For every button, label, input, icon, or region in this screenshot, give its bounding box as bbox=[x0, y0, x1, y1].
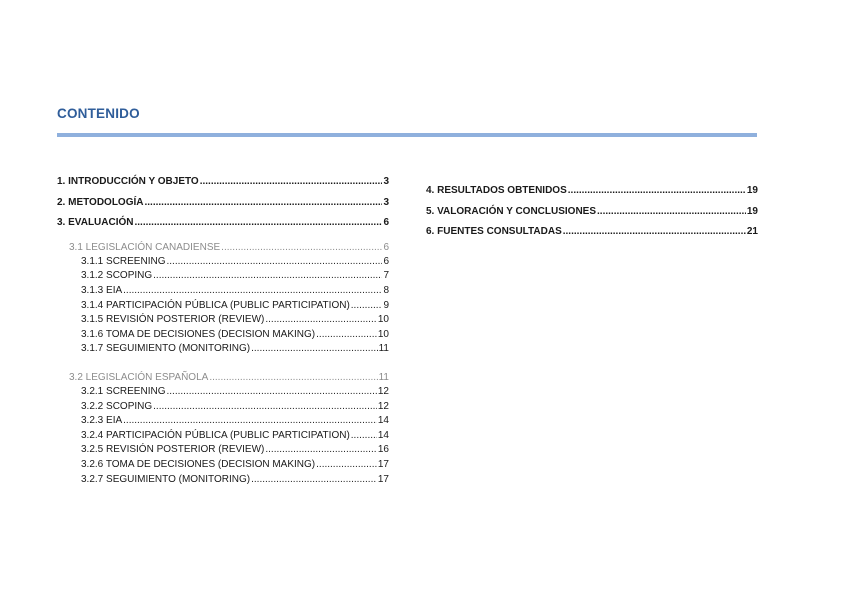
toc-entry-page: 6 bbox=[383, 255, 389, 267]
toc-leader-dots bbox=[153, 269, 382, 284]
toc-leader-dots bbox=[209, 370, 377, 385]
toc-entry-label: 3.2.1 SCREENING bbox=[81, 385, 166, 397]
toc-leader-dots bbox=[123, 414, 377, 429]
toc-entry-page: 11 bbox=[378, 343, 389, 355]
toc-leader-dots bbox=[145, 193, 383, 214]
toc-entry[interactable] bbox=[57, 255, 389, 270]
toc-entry-page: 14 bbox=[377, 415, 389, 427]
toc-entry-label: 3.1.7 SEGUIMIENTO (MONITORING) bbox=[81, 343, 251, 355]
toc-entry-page: 14 bbox=[377, 429, 389, 441]
toc-heading: CONTENIDO bbox=[57, 106, 140, 121]
toc-entry-label: 3.2.3 EIA bbox=[81, 415, 123, 427]
toc-section-canadian[interactable] bbox=[57, 240, 389, 255]
toc-leader-dots bbox=[563, 222, 746, 243]
toc-entry-label: 3.2.2 SCOPING bbox=[81, 400, 153, 412]
toc-entry-page: 7 bbox=[383, 270, 389, 282]
toc-leader-dots bbox=[153, 400, 377, 415]
toc-entry-page: 11 bbox=[378, 371, 389, 383]
toc-entry-page: 12 bbox=[377, 385, 389, 397]
toc-entry[interactable] bbox=[57, 443, 389, 458]
toc-entry[interactable] bbox=[57, 172, 389, 193]
toc-leader-dots bbox=[316, 328, 377, 343]
toc-leader-dots bbox=[597, 202, 746, 223]
toc-entry[interactable] bbox=[57, 429, 389, 444]
toc-entry-label: 3.2 LEGISLACIÓN ESPAÑOLA bbox=[69, 371, 209, 383]
toc-entry[interactable] bbox=[57, 313, 389, 328]
toc-entry-page: 9 bbox=[383, 299, 389, 311]
toc-entry-label: 3.1.4 PARTICIPACIÓN PÚBLICA (PUBLIC PARTICIPATION) bbox=[81, 299, 350, 311]
toc-entry-page: 19 bbox=[746, 185, 758, 196]
toc-entry[interactable] bbox=[57, 414, 389, 429]
toc-entry-page: 10 bbox=[377, 314, 389, 326]
toc-entry-label: 3.2.4 PARTICIPACIÓN PÚBLICA (PUBLIC PARTICIPATION) bbox=[81, 429, 350, 441]
toc-leader-dots bbox=[316, 458, 377, 473]
toc-leader-dots bbox=[251, 342, 378, 357]
toc-entry-label: 3.1.5 REVISIÓN POSTERIOR (REVIEW) bbox=[81, 314, 265, 326]
toc-entry-page: 10 bbox=[377, 328, 389, 340]
toc-leader-dots bbox=[265, 443, 377, 458]
toc-entry[interactable] bbox=[57, 342, 389, 357]
toc-entry-page: 12 bbox=[377, 400, 389, 412]
toc-entry-label: 4. RESULTADOS OBTENIDOS bbox=[426, 185, 567, 196]
toc-entry[interactable] bbox=[57, 328, 389, 343]
toc-entry-label: 6. FUENTES CONSULTADAS bbox=[426, 226, 562, 238]
toc-entry-label: 3.1.2 SCOPING bbox=[81, 270, 153, 282]
toc-section-spanish[interactable] bbox=[57, 370, 389, 385]
toc-left-column bbox=[57, 172, 389, 487]
toc-entry[interactable] bbox=[426, 181, 758, 202]
toc-leader-dots bbox=[251, 473, 377, 488]
toc-right-column bbox=[426, 181, 758, 243]
toc-entry-page: 16 bbox=[377, 444, 389, 456]
toc-entry-label: 3.1 LEGISLACIÓN CANADIENSE bbox=[69, 241, 221, 253]
toc-entry[interactable] bbox=[57, 473, 389, 488]
toc-entry[interactable] bbox=[57, 213, 389, 234]
toc-leader-dots bbox=[200, 172, 383, 193]
toc-leader-dots bbox=[568, 181, 746, 202]
toc-entry[interactable] bbox=[57, 400, 389, 415]
toc-entry-page: 8 bbox=[383, 284, 389, 296]
toc-entry[interactable] bbox=[57, 458, 389, 473]
toc-entry-label: 1. INTRODUCCIÓN Y OBJETO bbox=[57, 176, 199, 187]
toc-entry-page: 6 bbox=[383, 241, 389, 253]
toc-entry-page: 3 bbox=[383, 176, 389, 187]
toc-entry[interactable] bbox=[57, 284, 389, 299]
toc-entry-label: 2. METODOLOGÍA bbox=[57, 196, 144, 208]
toc-entry-label: 3.1.1 SCREENING bbox=[81, 255, 166, 267]
toc-entry-page: 6 bbox=[383, 217, 389, 229]
toc-entry[interactable] bbox=[57, 299, 389, 314]
toc-leader-dots bbox=[166, 385, 376, 400]
toc-entry-label: 3. EVALUACIÓN bbox=[57, 217, 134, 229]
toc-leader-dots bbox=[166, 255, 382, 270]
toc-entry-label: 3.2.5 REVISIÓN POSTERIOR (REVIEW) bbox=[81, 444, 265, 456]
toc-entry-page: 17 bbox=[377, 473, 389, 485]
toc-entry-label: 3.2.7 SEGUIMIENTO (MONITORING) bbox=[81, 473, 251, 485]
toc-entry[interactable] bbox=[57, 385, 389, 400]
toc-entry-page: 17 bbox=[377, 458, 389, 470]
toc-entry-page: 21 bbox=[746, 226, 758, 238]
toc-entry[interactable] bbox=[57, 193, 389, 214]
toc-entry-page: 19 bbox=[746, 205, 758, 217]
toc-entry-label: 5. VALORACIÓN Y CONCLUSIONES bbox=[426, 205, 597, 217]
toc-leader-dots bbox=[351, 299, 383, 314]
toc-entry[interactable] bbox=[426, 222, 758, 243]
toc-entry-label: 3.1.6 TOMA DE DECISIONES (DECISION MAKING) bbox=[81, 328, 316, 340]
toc-entry[interactable] bbox=[426, 202, 758, 223]
toc-entry-page: 3 bbox=[383, 196, 389, 208]
heading-rule bbox=[57, 133, 757, 137]
toc-leader-dots bbox=[135, 213, 383, 234]
toc-leader-dots bbox=[351, 429, 377, 444]
toc-entry-label: 3.1.3 EIA bbox=[81, 284, 123, 296]
toc-leader-dots bbox=[221, 240, 382, 255]
toc-leader-dots bbox=[265, 313, 377, 328]
toc-entry[interactable] bbox=[57, 269, 389, 284]
toc-entry-label: 3.2.6 TOMA DE DECISIONES (DECISION MAKING) bbox=[81, 458, 316, 470]
toc-leader-dots bbox=[123, 284, 382, 299]
